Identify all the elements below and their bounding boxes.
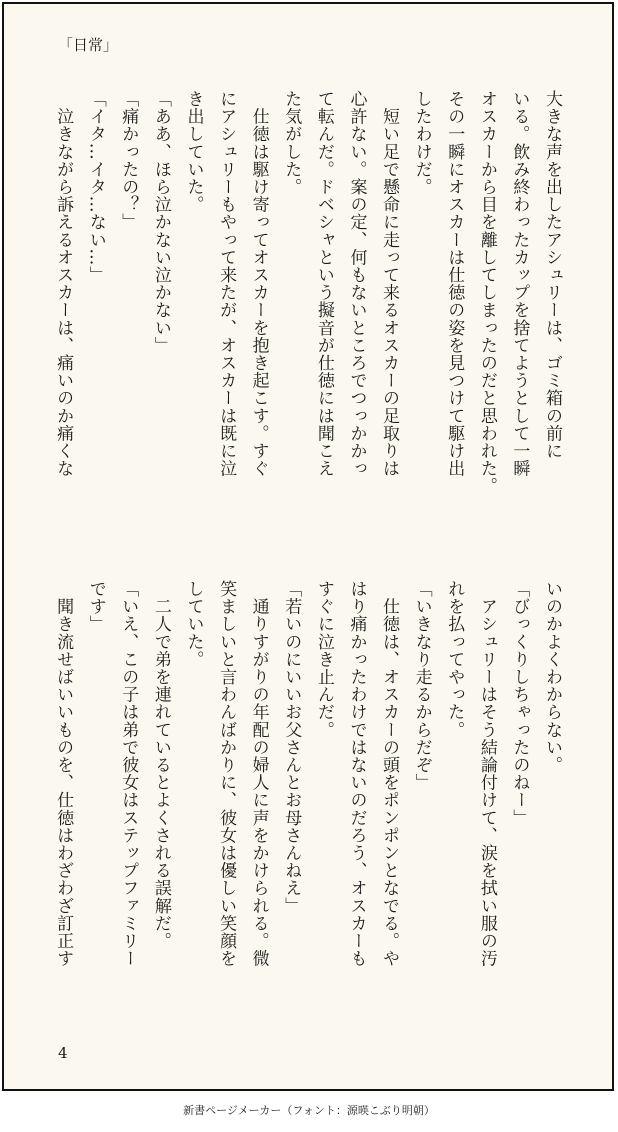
text-line: 仕徳は駆け寄ってオスカーを抱き起こす。すぐ [248,90,269,478]
text-line: れを払ってやった。 [444,580,465,739]
text-line: て転んだ。ドベシャという擬音が仕徳には聞こえ [313,90,334,478]
text-block-bottom [47,580,569,1020]
page-number: 4 [58,1044,68,1062]
text-line: 「若いのにいいお父さんとお母さんねえ」 [281,580,302,915]
text-line: た気がした。 [281,90,302,196]
text-line: オスカーから目を離してしまったのだと思われた。 [476,90,497,495]
text-line: にアシュリーもやって来たが、オスカーは既に泣 [216,90,237,478]
footer-credit: 新書ページメーカー（フォント：源暎こぶり明朝） [183,1104,435,1117]
text-line: いる。飲み終わったカップを捨てようとして一瞬 [509,90,530,478]
text-line: 「痛かったの？」 [118,90,139,231]
text-line: 仕徳は、オスカーの頭をポンポンとなでる。や [379,580,400,968]
text-line: 心許ない。案の定、何もないところでつっかかっ [346,90,367,478]
text-line: です」 [85,580,106,633]
text-line: いのかよくわからない。 [542,580,562,774]
text-line: 通りすがりの年配の婦人に声をかけられる。微 [248,580,269,968]
text-line: 「びっくりしちゃったのねー」 [509,580,530,827]
text-line: 笑ましいと言わんばかりに、彼女は優しい笑顔を [216,580,237,968]
text-block-top [47,90,569,546]
text-line: 「いえ、この子は弟で彼女はステップファミリー [118,580,139,968]
text-line: したわけだ。 [411,90,432,196]
text-line: 短い足で懸命に走って来るオスカーの足取りは [379,90,400,478]
text-line: 泣きながら訴えるオスカーは、痛いのか痛くな [53,90,74,478]
text-line: アシュリーはそう結論付けて、涙を拭い服の汚 [476,580,497,968]
text-line: き出していた。 [183,90,204,214]
text-line: はり痛かったわけではないのだろう、オスカーも [346,580,367,968]
text-line: 「イタ…イタ…ない…」 [85,90,106,284]
chapter-title: 「日常」 [58,36,119,54]
text-line: すぐに泣き止んだ。 [313,580,334,739]
text-line: その一瞬にオスカーは仕徳の姿を見つけて駆け出 [444,90,465,478]
text-line: 「ああ、ほら泣かない泣かない」 [150,90,171,354]
text-line: 大きな声を出したアシュリーは、ゴミ箱の前に [542,90,562,460]
text-line: 二人で弟を連れているとよくされる誤解だ。 [150,580,171,950]
text-line: していた。 [183,580,204,668]
text-line: 聞き流せばいいものを、仕徳はわざわざ訂正す [53,580,74,968]
text-line: 「いきなり走るからだぞ」 [411,580,432,792]
book-page [2,2,614,1091]
